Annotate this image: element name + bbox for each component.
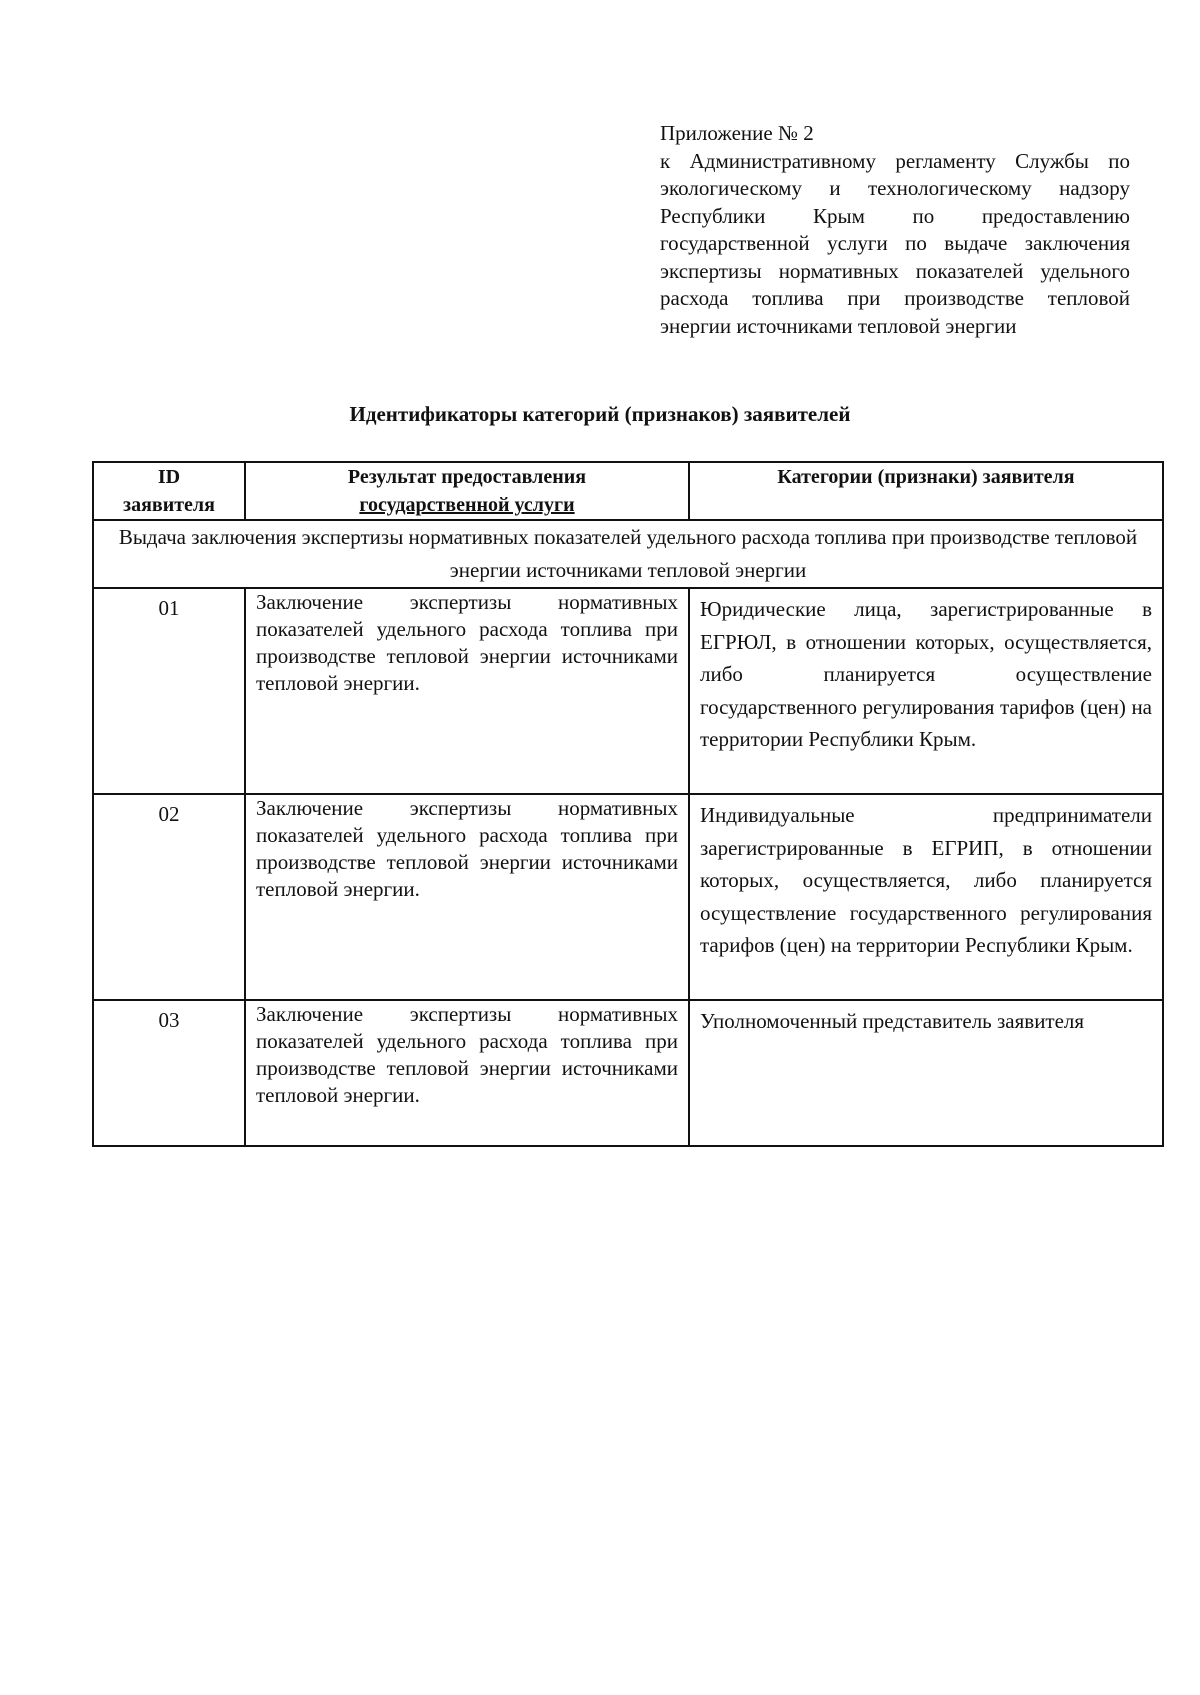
table-row [93,1000,1163,1146]
appendix-block [660,120,1130,340]
row-id: 01 [93,588,245,794]
header-result-line2: государственной услуги [359,494,575,516]
header-result-line1: Результат предоставления [347,466,587,488]
document-title: Идентификаторы категорий (признаков) заявителей [349,402,851,426]
appendix-heading: Приложение № 2 [660,121,814,145]
table-header-row [93,462,1163,520]
row-result: Заключение экспертизы нормативных показателей удельного расхода топлива при производстве тепловой энергии источниками тепловой энергии. [245,1000,689,1146]
header-category: Категории (признаки) заявителя [689,462,1163,520]
row-category: Индивидуальные предприниматели зарегистрированные в ЕГРИП, в отношении которых, осуществляется, либо планируется осуществление государственного регулирования тарифов (цен) на территории Республики Крым. [689,794,1163,1000]
row-id: 03 [93,1000,245,1146]
row-category: Уполномоченный представитель заявителя [689,1000,1163,1146]
header-id [93,462,245,520]
header-id-line1: ID [157,466,181,488]
table-row [93,588,1163,794]
row-category: Юридические лица, зарегистрированные в ЕГРЮЛ, в отношении которых, осуществляется, либо планируется осуществление государственного регулирования тарифов (цен) на территории Республики Крым. [689,588,1163,794]
group-row-cell: Выдача заключения экспертизы нормативных показателей удельного расхода топлива при производстве тепловой энергии источниками тепловой энергии [93,520,1163,588]
applicant-category-table [92,461,1164,1147]
row-result: Заключение экспертизы нормативных показателей удельного расхода топлива при производстве тепловой энергии источниками тепловой энергии. [245,794,689,1000]
table-row [93,794,1163,1000]
appendix-text: к Административному регламенту Службы по экологическому и технологическому надзору Республики Крым по предоставлению государственной услуги по выдаче заключения экспертизы нормативных показателей удельного расхода топлива при производстве тепловой энергии источниками тепловой энергии [660,148,1130,338]
row-result: Заключение экспертизы нормативных показателей удельного расхода топлива при производстве тепловой энергии источниками тепловой энергии. [245,588,689,794]
header-result [245,462,689,520]
row-id: 02 [93,794,245,1000]
group-row [93,520,1163,588]
header-id-line2: заявителя [123,494,215,516]
